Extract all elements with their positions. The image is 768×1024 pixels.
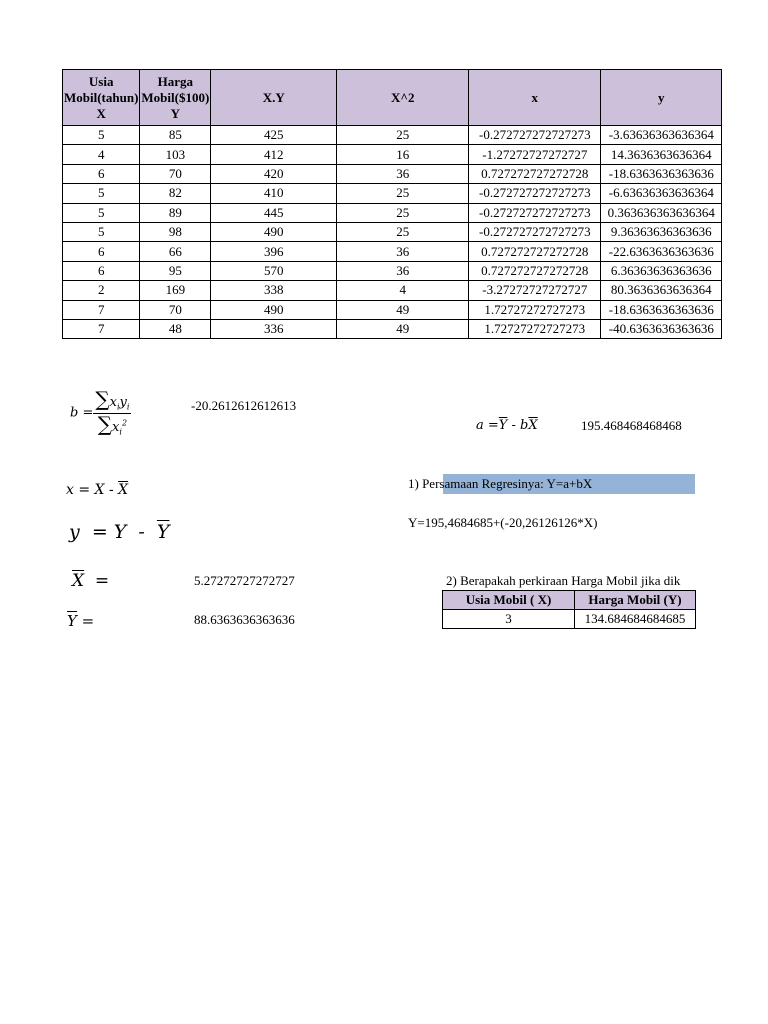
table-cell: 70 xyxy=(140,300,211,319)
table-cell: 570 xyxy=(211,261,337,280)
table-cell: 5 xyxy=(63,126,140,145)
table-row xyxy=(63,145,722,164)
table-cell: 0.727272727272728 xyxy=(469,242,601,261)
table-cell: 36 xyxy=(337,242,469,261)
table-cell: 103 xyxy=(140,145,211,164)
table-cell: 6 xyxy=(63,261,140,280)
table-cell: 336 xyxy=(211,319,337,338)
ybar-label: $\overline{Y}$ = xyxy=(67,612,95,630)
table-cell: 6 xyxy=(63,164,140,183)
b-value: -20.2612612612613 xyxy=(191,398,297,413)
y-deviation-formula: $y = Y - \overline{Y}$ xyxy=(69,521,170,543)
pred-header-harga: Harga Mobil (Y) xyxy=(575,591,696,610)
table-cell: -3.27272727272727 xyxy=(469,281,601,300)
table-cell: -1.27272727272727 xyxy=(469,145,601,164)
table-cell: 49 xyxy=(337,319,469,338)
table-cell: 490 xyxy=(211,222,337,241)
table-cell: 36 xyxy=(337,164,469,183)
table-cell: -6.63636363636364 xyxy=(601,184,722,203)
table-cell: 5 xyxy=(63,203,140,222)
table-cell: 14.3636363636364 xyxy=(601,145,722,164)
table-cell: 6.36363636363636 xyxy=(601,261,722,280)
table-row xyxy=(63,319,722,338)
a-formula: $a =\overline{Y} - b\overline{X}$ xyxy=(476,418,538,433)
table-cell: 16 xyxy=(337,145,469,164)
prediction-table xyxy=(442,590,696,629)
table-row xyxy=(63,184,722,203)
table-row xyxy=(63,242,722,261)
table-cell: 7 xyxy=(63,319,140,338)
table-cell: 80.3636363636364 xyxy=(601,281,722,300)
table-cell: 5 xyxy=(63,184,140,203)
question-1: 1) Persamaan Regresinya: Y=a+bX xyxy=(408,476,593,491)
table-cell: 425 xyxy=(211,126,337,145)
table-cell: 0.727272727272728 xyxy=(469,164,601,183)
header-x2: X^2 xyxy=(337,70,469,126)
table-row xyxy=(63,164,722,183)
table-cell: 0.363636363636364 xyxy=(601,203,722,222)
table-cell: 490 xyxy=(211,300,337,319)
table-cell: 6 xyxy=(63,242,140,261)
table-cell: 66 xyxy=(140,242,211,261)
table-cell: 0.727272727272728 xyxy=(469,261,601,280)
table-cell: 396 xyxy=(211,242,337,261)
table-row xyxy=(63,281,722,300)
table-cell: -18.6363636363636 xyxy=(601,300,722,319)
header-xy: X.Y xyxy=(211,70,337,126)
table-cell: 48 xyxy=(140,319,211,338)
table-row xyxy=(63,126,722,145)
table-cell: -0.272727272727273 xyxy=(469,184,601,203)
table-cell: 85 xyxy=(140,126,211,145)
xbar-label: $\overline{X}$ = xyxy=(72,571,110,591)
table-row xyxy=(63,261,722,280)
table-cell: 5 xyxy=(63,222,140,241)
table-cell: 25 xyxy=(337,184,469,203)
table-cell: 70 xyxy=(140,164,211,183)
table-cell: 445 xyxy=(211,203,337,222)
regression-equation: Y=195,4684685+(-20,26126126*X) xyxy=(408,515,598,530)
x-deviation-formula: $x = X - \overline{X}$ xyxy=(66,482,129,498)
table-cell: 1.72727272727273 xyxy=(469,300,601,319)
header-harga: Harga Mobil($100) Y xyxy=(140,70,211,126)
table-row xyxy=(63,203,722,222)
header-y-dev: y xyxy=(601,70,722,126)
table-cell: 420 xyxy=(211,164,337,183)
table-cell: 82 xyxy=(140,184,211,203)
table-cell: 89 xyxy=(140,203,211,222)
table-cell: -0.272727272727273 xyxy=(469,203,601,222)
table-cell: -18.6363636363636 xyxy=(601,164,722,183)
table-cell: 169 xyxy=(140,281,211,300)
table-cell: 25 xyxy=(337,126,469,145)
table-cell: 412 xyxy=(211,145,337,164)
table-cell: 49 xyxy=(337,300,469,319)
pred-harga-value: 134.684684684685 xyxy=(575,610,696,629)
table-cell: 2 xyxy=(63,281,140,300)
table-cell: -40.6363636363636 xyxy=(601,319,722,338)
table-cell: 9.36363636363636 xyxy=(601,222,722,241)
table-cell: 25 xyxy=(337,203,469,222)
table-body xyxy=(63,126,722,339)
table-cell: -22.6363636363636 xyxy=(601,242,722,261)
table-cell: 95 xyxy=(140,261,211,280)
table-cell: 1.72727272727273 xyxy=(469,319,601,338)
pred-header-usia: Usia Mobil ( X) xyxy=(443,591,575,610)
xbar-value: 5.27272727272727 xyxy=(194,573,295,588)
table-cell: 7 xyxy=(63,300,140,319)
table-cell: 338 xyxy=(211,281,337,300)
header-usia: Usia Mobil(tahun) X xyxy=(63,70,140,126)
a-value: 195.468468468468 xyxy=(581,418,682,433)
question-2: 2) Berapakah perkiraan Harga Mobil jika dik xyxy=(446,573,681,588)
table-cell: 410 xyxy=(211,184,337,203)
b-fraction: $\frac{\sum x_iy_i}{\sum x_i^2}$ xyxy=(95,387,130,437)
table-row xyxy=(63,300,722,319)
table-row xyxy=(63,222,722,241)
header-x-dev: x xyxy=(469,70,601,126)
table-cell: -0.272727272727273 xyxy=(469,222,601,241)
table-cell: -0.272727272727273 xyxy=(469,126,601,145)
pred-usia-value: 3 xyxy=(443,610,575,629)
table-cell: 25 xyxy=(337,222,469,241)
b-formula: b = $\frac{\sum x_iy_i}{\sum x_i^2}$ xyxy=(70,387,130,437)
table-cell: 98 xyxy=(140,222,211,241)
table-cell: 4 xyxy=(337,281,469,300)
data-table xyxy=(62,69,722,339)
table-cell: 4 xyxy=(63,145,140,164)
table-cell: 36 xyxy=(337,261,469,280)
ybar-value: 88.6363636363636 xyxy=(194,612,295,627)
table-cell: -3.63636363636364 xyxy=(601,126,722,145)
